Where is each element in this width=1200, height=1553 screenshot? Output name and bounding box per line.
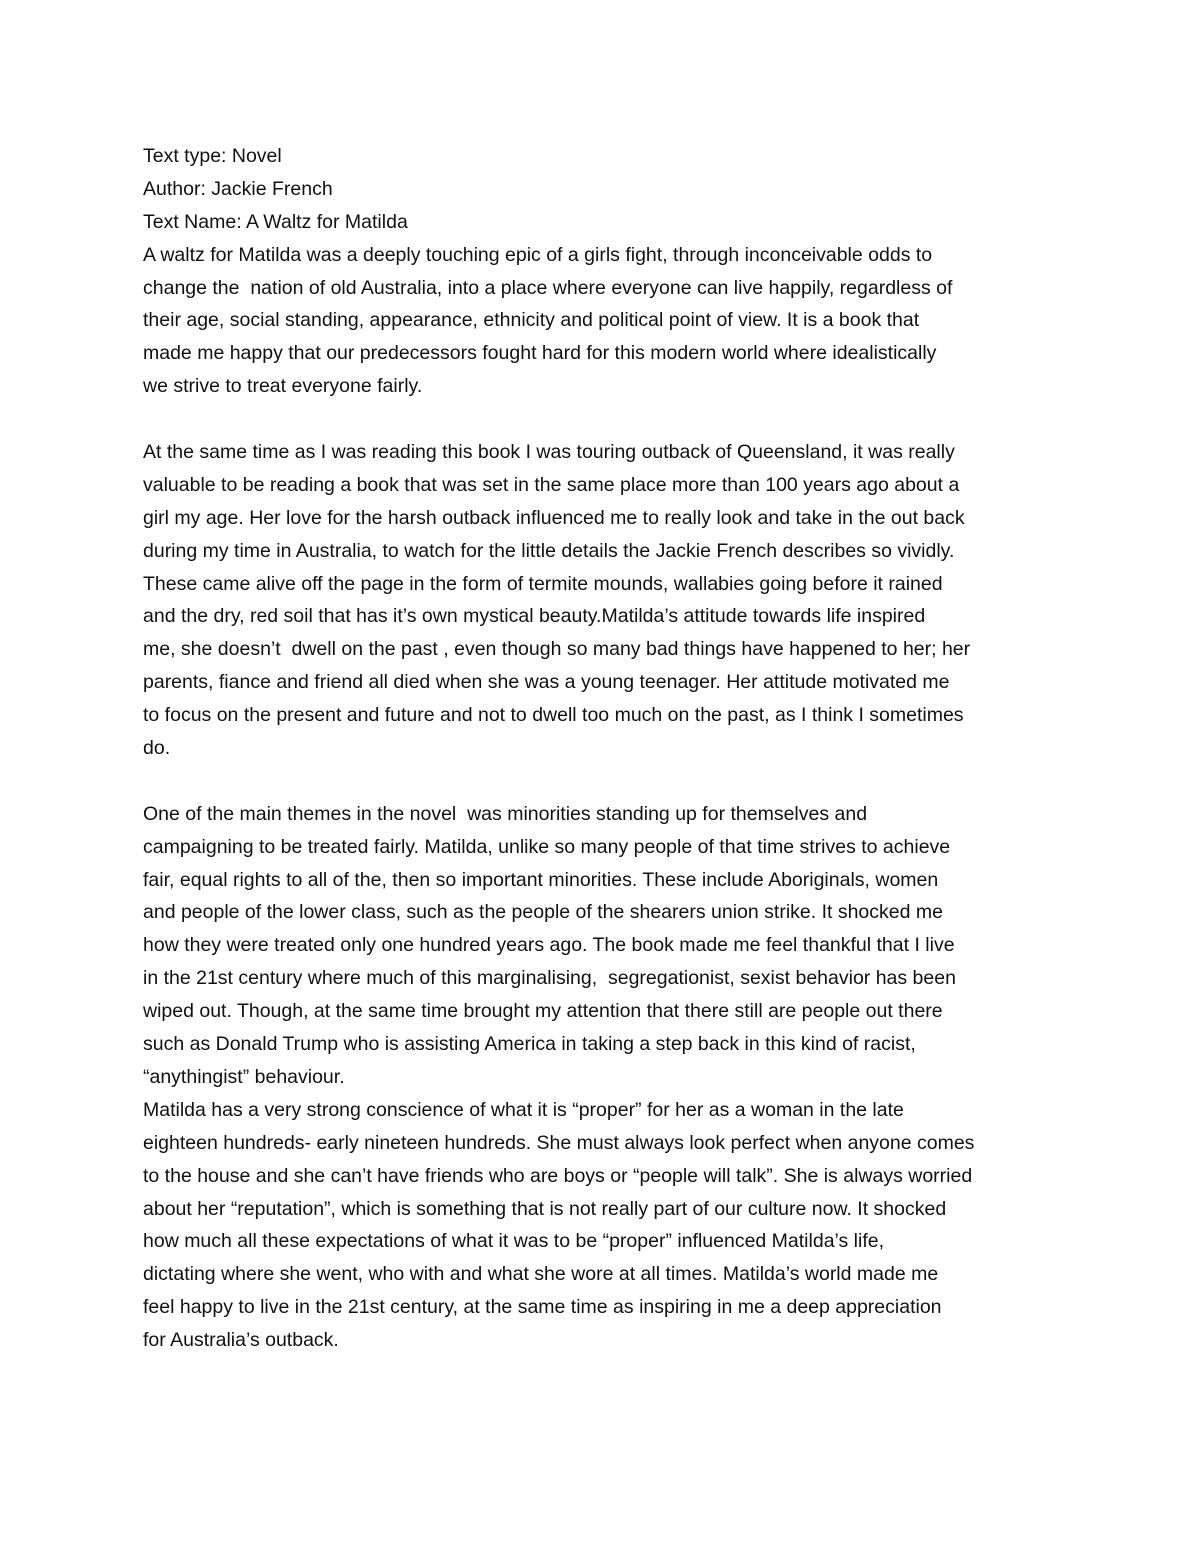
paragraph-line: feel happy to live in the 21st century, at the same time as inspiring in me a deep appreciation bbox=[143, 1296, 942, 1319]
paragraph-2 bbox=[143, 436, 1073, 765]
paragraph-line: about her “reputation”, which is something that is not really part of our culture now. It shocked bbox=[143, 1197, 947, 1220]
paragraph-line: in the 21st century where much of this marginalising, segregationist, sexist behavior has been bbox=[143, 967, 956, 990]
document-body bbox=[143, 140, 1073, 1357]
paragraph-line: change the nation of old Australia, into a place where everyone can live happily, regardless of bbox=[143, 276, 953, 299]
text-type-line: Text type: Novel bbox=[143, 145, 282, 167]
paragraph-line: their age, social standing, appearance, ethnicity and political point of view. It is a book that bbox=[143, 309, 920, 332]
paragraph-4 bbox=[143, 1094, 1073, 1357]
paragraph-line: These came alive off the page in the form of termite mounds, wallabies going before it rained bbox=[143, 572, 943, 595]
paragraph-line: how they were treated only one hundred years ago. The book made me feel thankful that I live bbox=[143, 934, 955, 957]
paragraph-line: campaigning to be treated fairly. Matilda, unlike so many people of that time strives to achieve bbox=[143, 835, 951, 858]
paragraph-line: wiped out. Though, at the same time brought my attention that there still are people out there bbox=[143, 1000, 943, 1023]
paragraph-spacer bbox=[143, 403, 1073, 436]
paragraph-line: fair, equal rights to all of the, then so important minorities. These include Aboriginals, women bbox=[143, 868, 939, 891]
paragraph-line: girl my age. Her love for the harsh outback influenced me to really look and take in the out back bbox=[143, 506, 965, 529]
paragraph-line: At the same time as I was reading this book I was touring outback of Queensland, it was really bbox=[143, 441, 955, 464]
paragraph-line: A waltz for Matilda was a deeply touching epic of a girls fight, through inconceivable odds to bbox=[143, 243, 933, 266]
paragraph-line: to the house and she can’t have friends who are boys or “people will talk”. She is always worried bbox=[143, 1164, 973, 1187]
paragraph-line: do. bbox=[143, 737, 171, 760]
paragraph-line: for Australia’s outback. bbox=[143, 1329, 339, 1352]
paragraph-line: during my time in Australia, to watch for the little details the Jackie French describes so vividly. bbox=[143, 539, 955, 562]
author-line: Author: Jackie French bbox=[143, 177, 333, 200]
paragraph-line: and people of the lower class, such as the people of the shearers union strike. It shocked me bbox=[143, 901, 943, 924]
text-name-line: Text Name: A Waltz for Matilda bbox=[143, 210, 408, 233]
paragraph-line: “anythingist” behaviour. bbox=[143, 1065, 345, 1088]
paragraph-line: eighteen hundreds- early nineteen hundreds. She must always look perfect when anyone comes bbox=[143, 1131, 975, 1154]
paragraph-line: Matilda has a very strong conscience of what it is “proper” for her as a woman in the late bbox=[143, 1098, 904, 1121]
paragraph-line: and the dry, red soil that has it’s own mystical beauty.Matilda’s attitude towards life inspired bbox=[143, 605, 926, 628]
paragraph-1 bbox=[143, 239, 1073, 403]
paragraph-line: parents, fiance and friend all died when she was a young teenager. Her attitude motivated me bbox=[143, 671, 950, 694]
paragraph-line: One of the main themes in the novel was minorities standing up for themselves and bbox=[143, 802, 868, 825]
paragraph-spacer bbox=[143, 765, 1073, 798]
paragraph-3 bbox=[143, 798, 1073, 1094]
paragraph-line: such as Donald Trump who is assisting America in taking a step back in this kind of racist, bbox=[143, 1033, 916, 1056]
paragraph-line: to focus on the present and future and not to dwell too much on the past, as I think I sometimes bbox=[143, 704, 964, 727]
paragraph-line: we strive to treat everyone fairly. bbox=[143, 375, 423, 398]
paragraph-line: me, she doesn’t dwell on the past , even though so many bad things have happened to her; her bbox=[143, 638, 971, 661]
paragraph-line: made me happy that our predecessors fought hard for this modern world where idealistically bbox=[143, 342, 937, 365]
paragraph-line: how much all these expectations of what it was to be “proper” influenced Matilda’s life, bbox=[143, 1230, 885, 1253]
paragraph-line: valuable to be reading a book that was set in the same place more than 100 years ago about a bbox=[143, 473, 960, 496]
paragraph-line: dictating where she went, who with and what she wore at all times. Matilda’s world made me bbox=[143, 1263, 939, 1286]
